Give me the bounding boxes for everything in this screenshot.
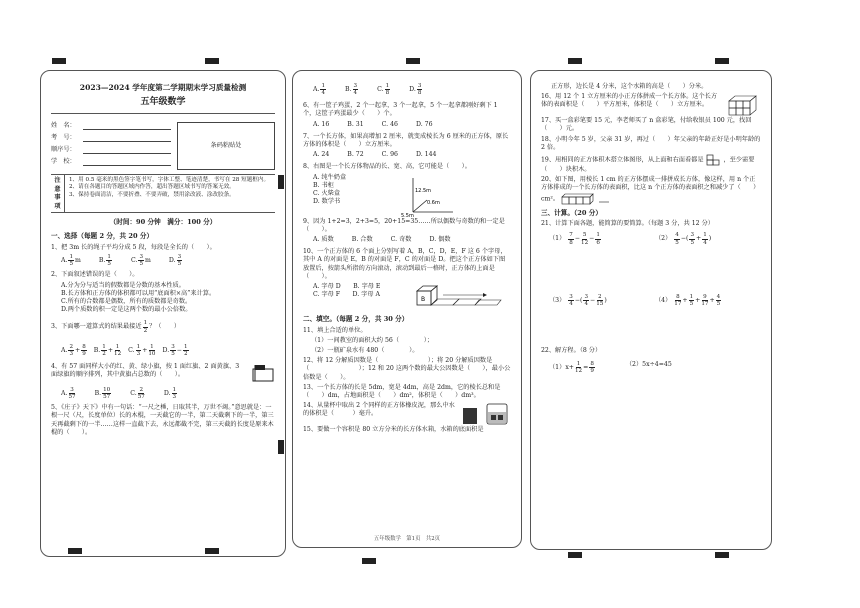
equation-2[interactable]: （2）5x÷4=45 xyxy=(625,361,672,369)
equations xyxy=(541,361,761,374)
question-16: 16、用 12 个 1 立方厘米的小正方体拼成一个长方体。这个长方体的表面积是（ ）平方厘米，体积是（ ）立方厘米。 xyxy=(541,93,718,109)
question-8-options[interactable]: A. 纯牛奶盒 B. 书柜 C. 火柴盒 D. 数学书 xyxy=(313,173,347,206)
barcode-area: 条码粘贴处 xyxy=(177,122,275,170)
registration-mark xyxy=(715,552,729,558)
question-11b: （2）一瓶矿泉水有 480（ ）。 xyxy=(311,346,419,354)
question-9: 9、因为 1+2=3，2+3=5，20+15=35……所以偶数与奇数的和一定是（ ）。 xyxy=(303,217,505,233)
question-2-options[interactable]: A.分为分与适当的假数都是分数的基本性质。 B.长方体和正方体的体积都可以用“底面积×高”来计算。 C.所有的合数都是偶数，所有的质数都是奇数。 D.两个质数的积一定是这两个数的最小公倍数。 xyxy=(61,281,216,314)
question-5: 5、《庄子》天下》中有一句话：“一尺之棰，日取其半，万世不竭。”意思就是：一根一尺（尺，长度单位）长的木棍，一天截它的一半，第二天截剩下的一半，第三天再截剩下的一半……这样一直截下去，永远都截不完，第三天截的长度是原来木棍的（ ）。 xyxy=(51,404,274,436)
section-2-title: 二、填空。（每题 2 分，共 30 分） xyxy=(303,314,409,323)
exam-notes xyxy=(51,174,275,213)
registration-mark xyxy=(52,58,66,64)
note-item: 3、保持卷面清洁，不要折叠、不要弄破，禁用涂改液、涂改胶条。 xyxy=(69,191,235,198)
notes-label: 注 意 事 项 xyxy=(51,175,65,212)
question-21: 21、计算下面各题，能简算的要简算。（每题 3 分，共 12 分） xyxy=(541,220,714,228)
question-10-options[interactable]: A. 字母 D B. 字母 E C. 字母 F D. 字母 A xyxy=(313,282,381,299)
registration-mark xyxy=(568,58,582,64)
section-3-title: 三、计算。（20 分） xyxy=(541,208,602,217)
exam-column-3 xyxy=(530,70,772,550)
exam-column-1 xyxy=(40,70,286,557)
cube-stack-icon xyxy=(727,93,761,117)
dim-height: 12.5m xyxy=(415,187,432,194)
question-15-continued: 正方形，边长是 4 分米，这个水箱的高是（ ）分米。 xyxy=(551,83,708,90)
student-info xyxy=(51,113,275,170)
exam-number-field[interactable]: 考 号： xyxy=(51,132,171,142)
question-14: 14、从量杯中取出 2 个同样的正方体橡皮泥，那么中水的体积是（ ）毫升。 xyxy=(303,402,455,418)
school-field[interactable]: 学 校： xyxy=(51,156,171,166)
section-1-title: 一、选择（每题 2 分，共 20 分） xyxy=(51,232,154,241)
question-18: 18、小明今年 5 岁，父亲 31 岁，再过（ ）年父亲的年龄正好是小明年龄的 2 倍。 xyxy=(541,135,761,151)
block-view-icon xyxy=(706,154,722,166)
question-17: 17、买一盒彩笔要 15 元，李老师买了 n 盒彩笔，付给收银员 100 元，找回（ ）元。 xyxy=(541,117,752,133)
registration-mark xyxy=(362,558,376,564)
question-1: 1、把 3m 长的绳子平均分成 5 段，每段是全长的（ ）。 xyxy=(51,243,216,251)
box-dimensions-diagram xyxy=(393,174,473,218)
page-footer: 五年级数学 第1页 共2页 xyxy=(373,535,441,542)
measuring-cup-icon xyxy=(461,402,511,426)
question-20: 20、如下图，用棱长 1 cm 的正方体摆成一排拼成长方体，像这样，用 n 个正方体排成的一个长方体的表面积，比这 n 个正方体的表面积之和减少了（ ）cm²。 xyxy=(541,176,761,204)
registration-mark xyxy=(715,58,729,64)
question-22: 22、解方程。（8 分） xyxy=(541,346,602,354)
question-9-options[interactable]: A. 质数 B. 合数 C. 奇数 D. 偶数 xyxy=(313,235,451,243)
seat-number-field[interactable]: 顺序号： xyxy=(51,144,171,154)
question-13: 13、一个长方体的长是 5dm，宽是 4dm，高是 2dm，它的棱长总和是（ ）dm，占地面积是（ ）dm²，体积是（ ）dm³。 xyxy=(303,383,501,399)
equation-1[interactable]: （1）x+ $\frac{1}{12}$ = $\frac{8}{9}$ xyxy=(549,361,594,375)
question-4: 4、有 57 面同样大小的红、黄、绿小旗，按 1 面红旗、2 面黄旗、3 面绿旗的顺序排列，其中黄旗占总数的（ ）。 xyxy=(51,362,240,379)
registration-mark xyxy=(205,58,219,64)
note-item: 1、用 0.5 毫米的黑色签字笔书写，字体工整、笔迹清楚，书写在 28 短题框内。 xyxy=(69,176,270,183)
question-11: 11、填上合适的单位。 xyxy=(303,326,367,334)
question-4-options[interactable]: A. $\frac{3}{57}$ B. $\frac{10}{57}$ C. $\frac{2}{57}$ D. $\frac{1}{3}$ xyxy=(61,386,177,401)
question-10: 10、一个正方体的 6 个面上分别写着 A，B，C，D，E，F 这 6 个字母，其中 A 的对面是 E，B 的对面是 F，C 的对面是 D。把这个正方体如下图放置后，按箭头所指的方向滚动，滚动到最后一格时，正方体的上面是（ ）。 xyxy=(303,248,507,280)
exam-column-2 xyxy=(292,70,522,548)
question-6-options[interactable]: A. 16 B. 31 C. 46 D. 76 xyxy=(313,120,433,128)
exam-title: 2023—2024 学年度第二学期期末学习质量检测 xyxy=(79,83,247,92)
name-field[interactable]: 姓 名： xyxy=(51,120,171,130)
question-12: 12、将 12 分解质因数是（ ）；将 20 分解质因数是（ ）；12 和 20 这两个数的最大公因数是（ ），最小公倍数是（ ）。 xyxy=(303,357,511,381)
note-item: 2、请在各题目的答题区域内作答，超出答题区域书写的答案无效。 xyxy=(69,184,235,191)
time-and-score: （时间：90 分钟 满分：100 分） xyxy=(109,217,217,226)
question-19: 19、用相同的正方体积木搭立体图形，从上面和右面看都是 ，至少需要（ ）块积木。 xyxy=(541,154,761,174)
question-7-options[interactable]: A. 24 B. 72 C. 96 D. 144 xyxy=(313,151,437,159)
question-3-options[interactable]: A. $\frac{2}{3}$ + $\frac{8}{9}$ B. $\frac{1}{2}$ + $\frac{1}{12}$ C. $\frac{1}{3}$ + $\frac{1}{10}$ D. $\frac{3}{5}$ − $\frac{1}{2}$ xyxy=(61,343,188,357)
question-8: 8、右图是一个长方体物品的长、宽、高，它可能是（ ）。 xyxy=(303,163,471,171)
calc-4[interactable]: （4） $\frac{8}{17}$ + $\frac{1}{5}$ + $\frac{9}{17}$ + $\frac{4}{5}$ xyxy=(655,293,721,307)
dim-width: 0.6m xyxy=(427,199,440,206)
question-6: 6、有一筐子鸡蛋，2 个一起拿，3 个一起拿，5 个一起拿都刚好剩下 1 个，这筐子鸡蛋最少（ ）个。 xyxy=(303,102,498,118)
question-11a: （1）一间教室的面积大约 56（ ）； xyxy=(311,336,434,344)
registration-mark xyxy=(406,58,420,64)
question-7: 7、一个长方体，如果高增加 2 厘米，就变成棱长为 6 厘米的正方体，原长方体的体积是（ ）立方厘米。 xyxy=(303,132,509,149)
calc-2[interactable]: （2） $\frac{4}{5}$ −( $\frac{3}{5}$ + $\frac{1}{4}$ ) xyxy=(655,232,712,246)
question-2: 2、下面叙述错误的是（ ）。 xyxy=(51,271,139,279)
registration-mark xyxy=(568,552,582,558)
calc-1[interactable]: （1） $\frac{7}{8}$ − $\frac{5}{12}$ − $\frac{1}{6}$ xyxy=(549,232,600,246)
cube-row-diagram xyxy=(561,193,613,205)
flags-icon xyxy=(251,363,275,383)
rolling-cube-diagram xyxy=(413,283,503,311)
calculation-grid xyxy=(541,232,761,307)
calc-3[interactable]: （3） $\frac{3}{4}$ −( $\frac{3}{4}$ − $\frac{2}{15}$ ) xyxy=(549,293,607,307)
exam-subtitle: 五年级数学 xyxy=(140,97,186,108)
dim-length: 5.5m xyxy=(401,212,414,218)
question-1-options[interactable]: A. $\frac{1}{5}$ m B. $\frac{1}{5}$ C. $\frac{3}{5}$ m D. $\frac{3}{5}$ xyxy=(61,254,182,268)
question-15: 15、要做一个容积是 80 立方分米的长方体水箱，水箱的底面积是 xyxy=(303,426,484,434)
question-3: 3、下面哪一道算式的结果最接近 $\frac{1}{2}$ ？（ ） xyxy=(51,320,181,334)
question-5-options[interactable]: A. $\frac{1}{4}$ B. $\frac{3}{4}$ C. $\frac{1}{8}$ D. $\frac{3}{8}$ xyxy=(313,83,422,97)
svg-text:B: B xyxy=(421,295,426,303)
